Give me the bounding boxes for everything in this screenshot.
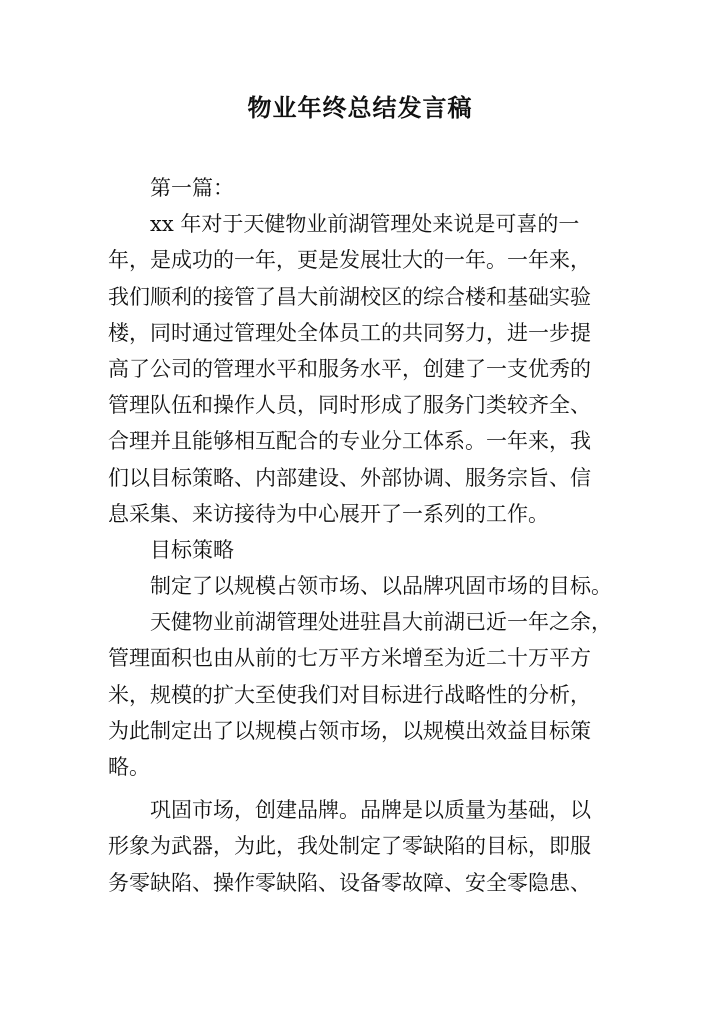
paragraph-line: 天健物业前湖管理处进驻昌大前湖已近一年之余， (150, 610, 612, 635)
paragraph-line: 巩固市场，创建品牌。品牌是以质量为基础，以 (150, 798, 591, 823)
paragraph-line: 年，是成功的一年，更是发展壮大的一年。一年来， (108, 248, 591, 273)
document-title: 物业年终总结发言稿 (247, 94, 473, 122)
paragraph-line: 们以目标策略、内部建设、外部协调、服务宗旨、信 (108, 465, 591, 490)
paragraph-line: 管理面积也由从前的七万平方米增至为近二十万平方 (108, 646, 591, 671)
paragraph-line: 为此制定出了以规模占领市场，以规模出效益目标策 (108, 718, 591, 743)
paragraph-line: 楼，同时通过管理处全体员工的共同努力，进一步提 (108, 320, 591, 345)
document-body (108, 170, 612, 901)
paragraph-line: 务零缺陷、操作零缺陷、设备零故障、安全零隐患、 (108, 870, 591, 895)
section-heading: 第一篇： (150, 176, 234, 200)
paragraph-line: 高了公司的管理水平和服务水平，创建了一支优秀的 (108, 356, 591, 381)
paragraph-line: 合理并且能够相互配合的专业分工体系。一年来，我 (108, 429, 591, 454)
paragraph-line: 制定了以规模占领市场、以品牌巩固市场的目标。 (150, 574, 612, 599)
paragraph-line: xx 年对于天健物业前湖管理处来说是可喜的一 (150, 212, 580, 237)
paragraph-line: 我们顺利的接管了昌大前湖校区的综合楼和基础实验 (108, 284, 591, 309)
paragraph-line: 米，规模的扩大至使我们对目标进行战略性的分析， (108, 682, 591, 707)
paragraph-line: 管理队伍和操作人员，同时形成了服务门类较齐全、 (108, 393, 591, 418)
paragraph-line: 略。 (108, 755, 150, 779)
paragraph-gap (108, 785, 612, 792)
subsection-heading: 目标策略 (150, 537, 234, 562)
paragraph-line: 形象为武器，为此，我处制定了零缺陷的目标，即服 (108, 834, 591, 859)
paragraph-line: 息采集、来访接待为中心展开了一系列的工作。 (108, 501, 549, 526)
